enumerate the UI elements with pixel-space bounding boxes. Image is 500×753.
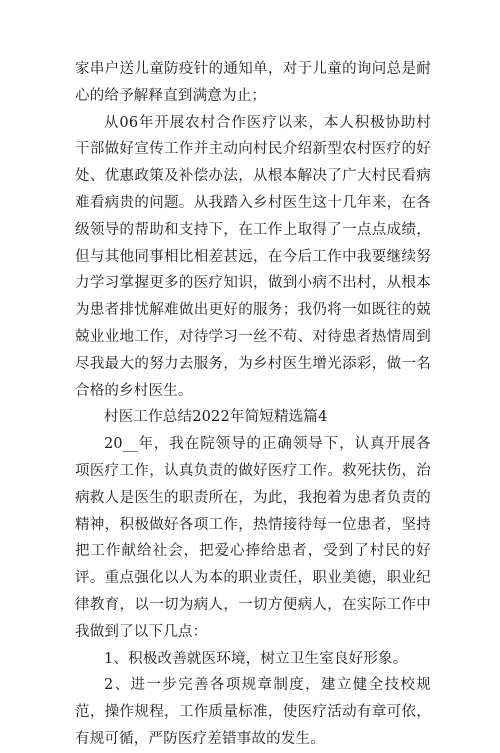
paragraph-item-1: 1、积极改善就医环境，树立卫生室良好形象。 <box>104 650 408 667</box>
paragraph-continued: 家串户送儿童防疫针的通知单，对于儿童的询问总是耐心的给予解释直到满意为止； <box>75 61 431 104</box>
section-title: 村医工作总结2022年简短精选篇4 <box>104 409 328 426</box>
paragraph-cooperative-medical: 从06年开展农村合作医疗以来，本人积极协助村干部做好宣传工作并主动向村民介绍新型农村医疗的好处、优惠政策及补偿办法，从根本解决了广大村民看病难看病贵的问题。从我踏入乡村医生这十几年来，在各级领导的帮助和支持下，在工作上取得了一点点成绩，但与其他同事相比相差甚远，在今后工作中我要继续努力学习掌握更多的医疗知识，做到小病不出村，从根本为患者排忧解难做出更好的服务；我仍将一如既往的兢兢业业地工作，对待学习一丝不苟、对待患者热情周到尽我最大的努力去服务，为乡村医生增光添彩，做一名合格的乡村医生。 <box>75 114 431 399</box>
paragraph-item-2: 2、进一步完善各项规章制度，建立健全技校规范，操作规程，工作质量标准，使医疗活动有章可依，有规可循，严防医疗差错事故的发生。 <box>75 677 431 747</box>
paragraph-intro: 20__年，我在院领导的正确领导下，认真开展各项医疗工作，认真负责的做好医疗工作。救死扶伤，治病救人是医生的职责所在，为此，我抱着为患者负责的精神，积极做好各项工作，热情接待每一位患者，坚持把工作献给社会，把爱心捧给患者，受到了村民的好评。重点强化以人为本的职业责任，职业美德，职业纪律教育，以一切为病人，一切方便病人，在实际工作中我做到了以下几点： <box>75 436 431 640</box>
document-page <box>75 56 431 753</box>
